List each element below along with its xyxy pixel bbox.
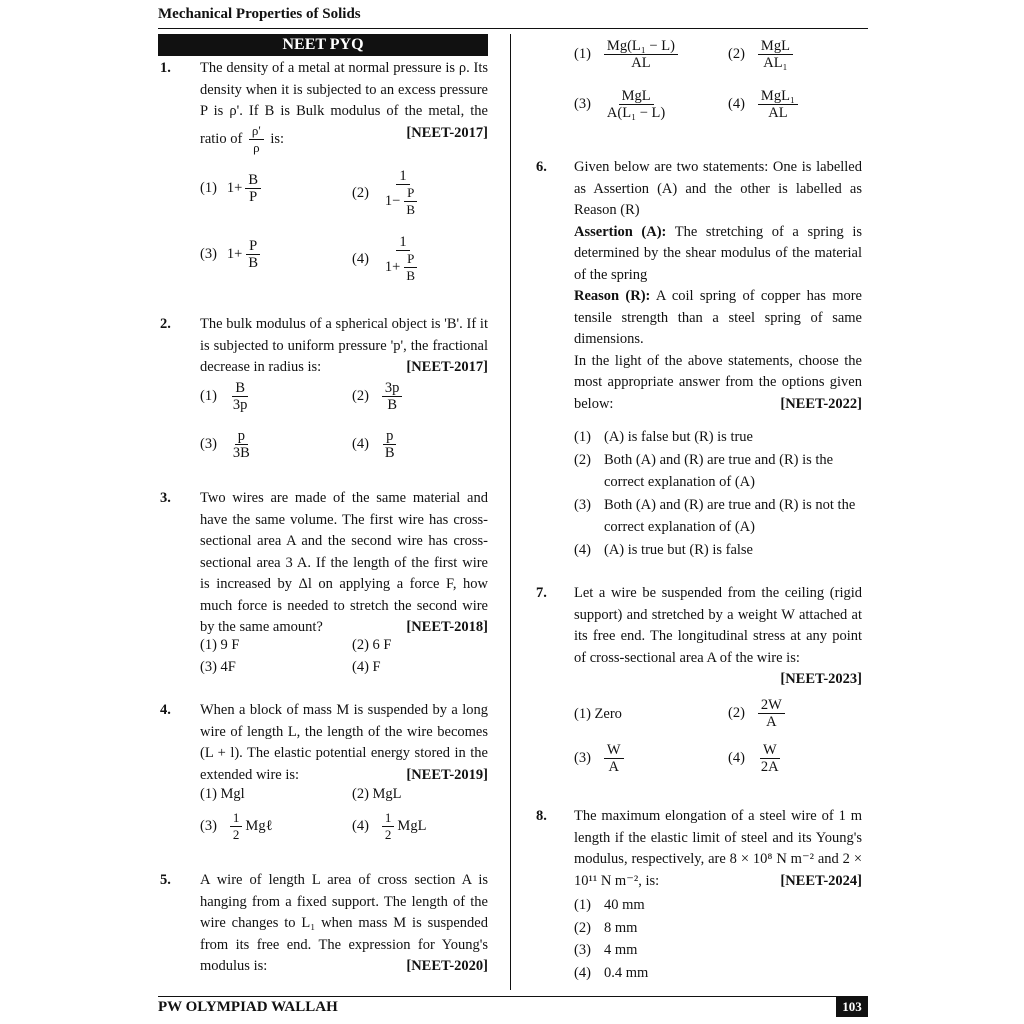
fraction-denominator: B xyxy=(384,445,395,461)
option-3[interactable] xyxy=(574,494,866,539)
option-text: (A) is false but (R) is true xyxy=(604,429,753,445)
option-label: (3) xyxy=(574,496,591,513)
question-number: 3. xyxy=(160,490,171,506)
exam-tag: [NEET-2020] xyxy=(406,958,488,974)
exam-tag: [NEET-2018] xyxy=(406,619,488,635)
option-2[interactable] xyxy=(574,917,866,940)
section-banner: NEET PYQ xyxy=(158,34,488,56)
footer-rule xyxy=(158,996,868,997)
fraction-numerator: p xyxy=(383,428,396,445)
option-2[interactable] xyxy=(352,380,405,413)
option-label: (4) xyxy=(574,964,591,981)
fraction-numerator: W xyxy=(760,742,780,759)
fraction-numerator: 3p xyxy=(382,380,403,397)
option-4[interactable] xyxy=(352,234,427,284)
option-text: 4 mm xyxy=(604,942,638,958)
option-label: (4) xyxy=(352,818,369,834)
reason-label: Reason (R): xyxy=(574,288,651,304)
option-2[interactable]: (2) 6 F xyxy=(352,637,392,653)
option-3[interactable] xyxy=(200,238,264,271)
header-rule xyxy=(158,28,868,29)
option-term: 1+ xyxy=(226,246,243,262)
question-text: In the light of the above statements, choose the most appropriate answer from the options given below: xyxy=(574,352,862,412)
page-number: 103 xyxy=(836,997,868,1017)
exam-tag: [NEET-2017] xyxy=(406,359,488,375)
option-label: (2) xyxy=(728,705,745,721)
option-3[interactable] xyxy=(200,810,273,843)
option-4[interactable] xyxy=(728,742,785,775)
fraction-denominator: 2A xyxy=(760,759,779,775)
question-number: 1. xyxy=(160,60,171,76)
fraction-numerator: 1 xyxy=(382,810,395,827)
option-label: (4) xyxy=(352,250,369,267)
option-3[interactable] xyxy=(200,428,256,461)
fraction-numerator: 1 xyxy=(396,234,409,251)
option-label: (2) xyxy=(352,388,369,404)
option-1[interactable]: (1) 9 F xyxy=(200,637,240,653)
exam-tag: [NEET-2023] xyxy=(780,671,862,687)
question-number: 4. xyxy=(160,702,171,718)
question-text: A wire of length L area of cross section A is hanging from a fixed support. The length of the wire changes to L₁ when mass M is suspended from its free end. The expression for Young's modulus is: xyxy=(200,872,488,974)
question-text: The density of a metal at normal pressure is ρ. Its density when it is subjected to an excess pressure P is ρ'. If B is Bulk modulus of the metal, the ratio of xyxy=(200,60,488,147)
option-label: (1) xyxy=(574,429,591,445)
assertion-text: The stretching of a spring is determined by the shear modulus of the material of the spring xyxy=(574,223,862,283)
option-label: (4) xyxy=(352,436,369,452)
assertion xyxy=(574,222,862,287)
question-number: 2. xyxy=(160,316,171,332)
option-label: (2) xyxy=(352,184,369,201)
fraction-denominator: 3B xyxy=(232,445,250,461)
option-1[interactable]: (1) Zero xyxy=(574,706,622,722)
fraction-numerator: p xyxy=(235,428,248,445)
option-label: (1) xyxy=(200,180,217,196)
option-1[interactable] xyxy=(200,172,264,205)
fraction-denominator: AL xyxy=(631,55,651,71)
option-1[interactable] xyxy=(574,426,866,449)
option-text: Both (A) and (R) are true and (R) is the correct explanation of (A) xyxy=(604,451,834,490)
question-text: Given below are two statements: One is labelled as Assertion (A) and the other is labelled as Reason (R) xyxy=(574,159,862,218)
option-label: (4) xyxy=(574,541,591,558)
option-4[interactable] xyxy=(728,88,801,121)
fraction-numerator: 1 xyxy=(230,810,243,827)
option-1[interactable]: (1) Mgl xyxy=(200,786,245,802)
option-label: (1) xyxy=(200,388,217,404)
fraction-numerator: B xyxy=(245,172,261,189)
question-text: The maximum elongation of a steel wire of 1 m length if the elastic limit of steel and its Young's modulus, respectively, are 8 × 10⁸ N m⁻² and 2 × 10¹¹ N m⁻², is: xyxy=(574,808,862,889)
fraction-denominator xyxy=(382,251,424,284)
question-text-end: is: xyxy=(270,130,285,147)
question-number: 8. xyxy=(536,808,547,824)
fraction-numerator: MgL xyxy=(758,38,793,55)
fraction-numerator: P xyxy=(404,251,417,268)
fraction-numerator: MgL₁ xyxy=(758,88,798,105)
option-4[interactable]: (4) F xyxy=(352,659,381,675)
option-label: (2) xyxy=(574,451,591,468)
reason xyxy=(574,286,862,351)
option-label: (4) xyxy=(728,750,745,766)
question-text: The bulk modulus of a spherical object is 'B'. If it is subjected to uniform pressure 'p', the fractional decrease in radius is: xyxy=(200,316,488,375)
fraction-numerator: P xyxy=(246,238,260,255)
option-list xyxy=(574,426,866,561)
option-4[interactable] xyxy=(352,810,426,843)
option-3[interactable] xyxy=(574,939,866,962)
fraction-denominator: 2 xyxy=(384,827,392,842)
fraction-denominator: B xyxy=(387,397,397,413)
option-1[interactable] xyxy=(574,894,866,917)
option-2[interactable]: (2) MgL xyxy=(352,786,402,802)
fraction-denominator: A xyxy=(608,759,619,775)
option-2[interactable] xyxy=(728,697,788,730)
option-label: (2) xyxy=(574,919,591,936)
option-1[interactable] xyxy=(574,38,681,71)
option-text: Both (A) and (R) are true and (R) is not the correct explanation of (A) xyxy=(604,496,856,535)
question-number: 7. xyxy=(536,585,547,601)
exam-tag: [NEET-2024] xyxy=(780,872,862,889)
fraction-numerator: MgL xyxy=(619,88,654,105)
option-label: (2) xyxy=(728,46,745,62)
exam-tag: [NEET-2017] xyxy=(406,124,488,141)
option-label: (1) xyxy=(574,897,591,913)
option-label: (3) xyxy=(200,436,217,452)
option-text: (A) is true but (R) is false xyxy=(604,541,753,558)
fraction-denominator: B xyxy=(406,268,416,283)
fraction-denominator: B xyxy=(248,255,259,271)
option-text: 0.4 mm xyxy=(604,964,649,981)
option-text: 8 mm xyxy=(604,919,638,936)
assertion-label: Assertion (A): xyxy=(574,223,667,240)
fraction-denominator: P xyxy=(249,189,258,205)
option-term: Mgℓ xyxy=(245,818,273,834)
fraction-denominator: B xyxy=(406,202,416,217)
chapter-title: Mechanical Properties of Solids xyxy=(158,6,361,22)
question-number: 6. xyxy=(536,159,547,175)
fraction-denominator: ρ xyxy=(253,139,260,155)
fraction-numerator: 2W xyxy=(758,697,785,714)
option-term: MgL xyxy=(397,818,427,834)
question-number: 5. xyxy=(160,872,171,888)
denominator-term: 1+ xyxy=(384,258,401,275)
option-label: (3) xyxy=(574,750,591,766)
fraction-denominator: 3p xyxy=(232,397,248,413)
reason-text: A coil spring of copper has more tensile strength than a steel spring of same dimensions. xyxy=(574,288,862,347)
option-3[interactable] xyxy=(574,742,627,775)
option-term: 1+ xyxy=(226,180,243,196)
fraction-denominator: A(L₁ − L) xyxy=(606,105,666,121)
option-2[interactable] xyxy=(728,38,796,71)
option-3[interactable]: (3) 4F xyxy=(200,659,236,675)
question-text: Let a wire be suspended from the ceiling (rigid support) and stretched by a weight W attached at its free end. The longitudinal stress at any point of cross-sectional area A of the wire is: xyxy=(574,585,862,666)
fraction-denominator: AL₁ xyxy=(763,55,788,71)
option-list xyxy=(574,894,866,984)
exam-tag: [NEET-2022] xyxy=(780,395,862,412)
column-divider xyxy=(510,34,511,990)
denominator-term: 1− xyxy=(384,192,401,209)
publisher-name: PW OLYMPIAD WALLAH xyxy=(158,999,338,1015)
option-1[interactable] xyxy=(200,380,253,413)
option-4[interactable] xyxy=(574,539,866,562)
fraction-numerator: B xyxy=(232,380,248,397)
option-label: (3) xyxy=(574,96,591,112)
option-text: 40 mm xyxy=(604,897,645,913)
option-2[interactable] xyxy=(352,168,427,218)
fraction-denominator: A xyxy=(766,714,777,730)
exam-tag: [NEET-2019] xyxy=(406,766,488,783)
fraction-numerator: W xyxy=(604,742,624,759)
question-text: When a block of mass M is suspended by a long wire of length L, the length of the wire becomes (L + l). The elastic potential energy stored in the extended wire is: xyxy=(200,702,488,783)
fraction-numerator: Mg(L₁ − L) xyxy=(604,38,678,55)
question-text: Two wires are made of the same material and have the same volume. The first wire has cross-sectional area A and the second wire has cross-sectional area 3 A. If the length of the first wire is increased by Δl on applying a force F, how much force is needed to stretch the second wire by the same amount? xyxy=(200,490,488,635)
option-label: (1) xyxy=(574,46,591,62)
option-4[interactable] xyxy=(352,428,401,461)
fraction-denominator xyxy=(382,185,424,218)
option-label: (3) xyxy=(574,942,591,958)
fraction-denominator: 2 xyxy=(232,827,240,842)
fraction-numerator: ρ' xyxy=(249,123,264,140)
option-4[interactable] xyxy=(574,962,866,985)
option-label: (4) xyxy=(728,96,745,112)
option-2[interactable] xyxy=(574,449,866,494)
option-label: (3) xyxy=(200,818,217,834)
option-label: (3) xyxy=(200,246,217,262)
option-3[interactable] xyxy=(574,88,671,121)
fraction-denominator: AL xyxy=(768,105,788,121)
fraction-numerator: P xyxy=(404,185,417,202)
fraction-numerator: 1 xyxy=(396,168,409,185)
